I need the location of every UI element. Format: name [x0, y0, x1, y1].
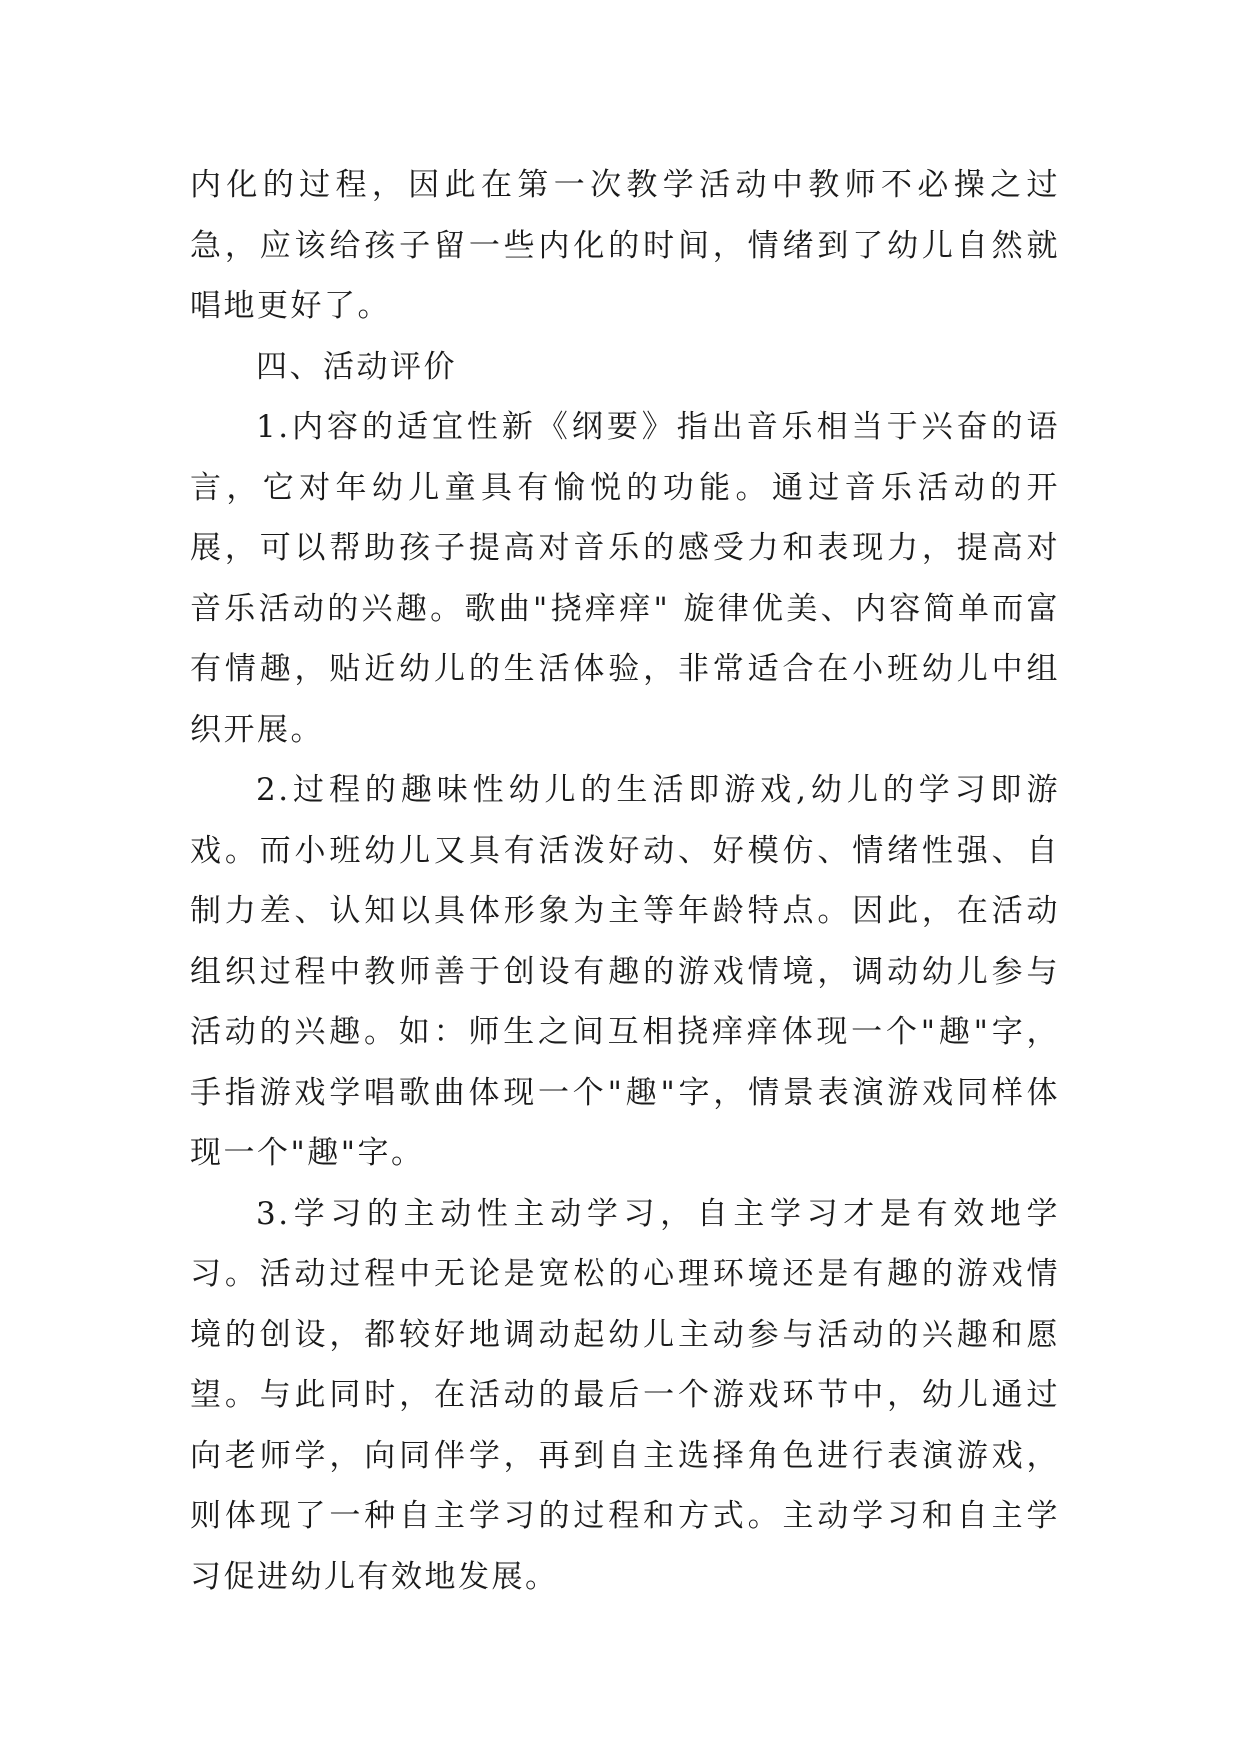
paragraph-learning-initiative: 3.学习的主动性主动学习，自主学习才是有效地学习。活动过程中无论是宽松的心理环境还是有趣的游戏情境的创设，都较好地调动起幼儿主动参与活动的兴趣和愿望。与此同时，在活动的最后一个游戏环节中，幼儿通过向老师学，向同伴学，再到自主选择角色进行表演游戏，则体现了一种自主学习的过程和方式。主动学习和自主学习促进幼儿有效地发展。	[190, 1195, 1060, 1595]
paragraph-continuation: 内化的过程，因此在第一次教学活动中教师不必操之过急，应该给孩子留一些内化的时间，情绪到了幼儿自然就唱地更好了。	[190, 167, 1060, 324]
paragraph-process-fun: 2.过程的趣味性幼儿的生活即游戏,幼儿的学习即游戏。而小班幼儿又具有活泼好动、好模仿、情绪性强、自制力差、认知以具体形象为主等年龄特点。因此，在活动组织过程中教师善于创设有趣的游戏情境，调动幼儿参与活动的兴趣。如：师生之间互相挠痒痒体现一个"趣"字，手指游戏学唱歌曲体现一个"趣"字，情景表演游戏同样体现一个"趣"字。	[190, 772, 1060, 1171]
paragraph-content-suitability: 1.内容的适宜性新《纲要》指出音乐相当于兴奋的语言，它对年幼儿童具有愉悦的功能。通过音乐活动的开展，可以帮助孩子提高对音乐的感受力和表现力，提高对音乐活动的兴趣。歌曲"挠痒痒" 旋律优美、内容简单而富有情趣，贴近幼儿的生活体验，非常适合在小班幼儿中组织开展。	[190, 409, 1060, 748]
document-body	[190, 155, 1060, 1607]
section-heading-activity-evaluation: 四、活动评价	[256, 348, 457, 385]
